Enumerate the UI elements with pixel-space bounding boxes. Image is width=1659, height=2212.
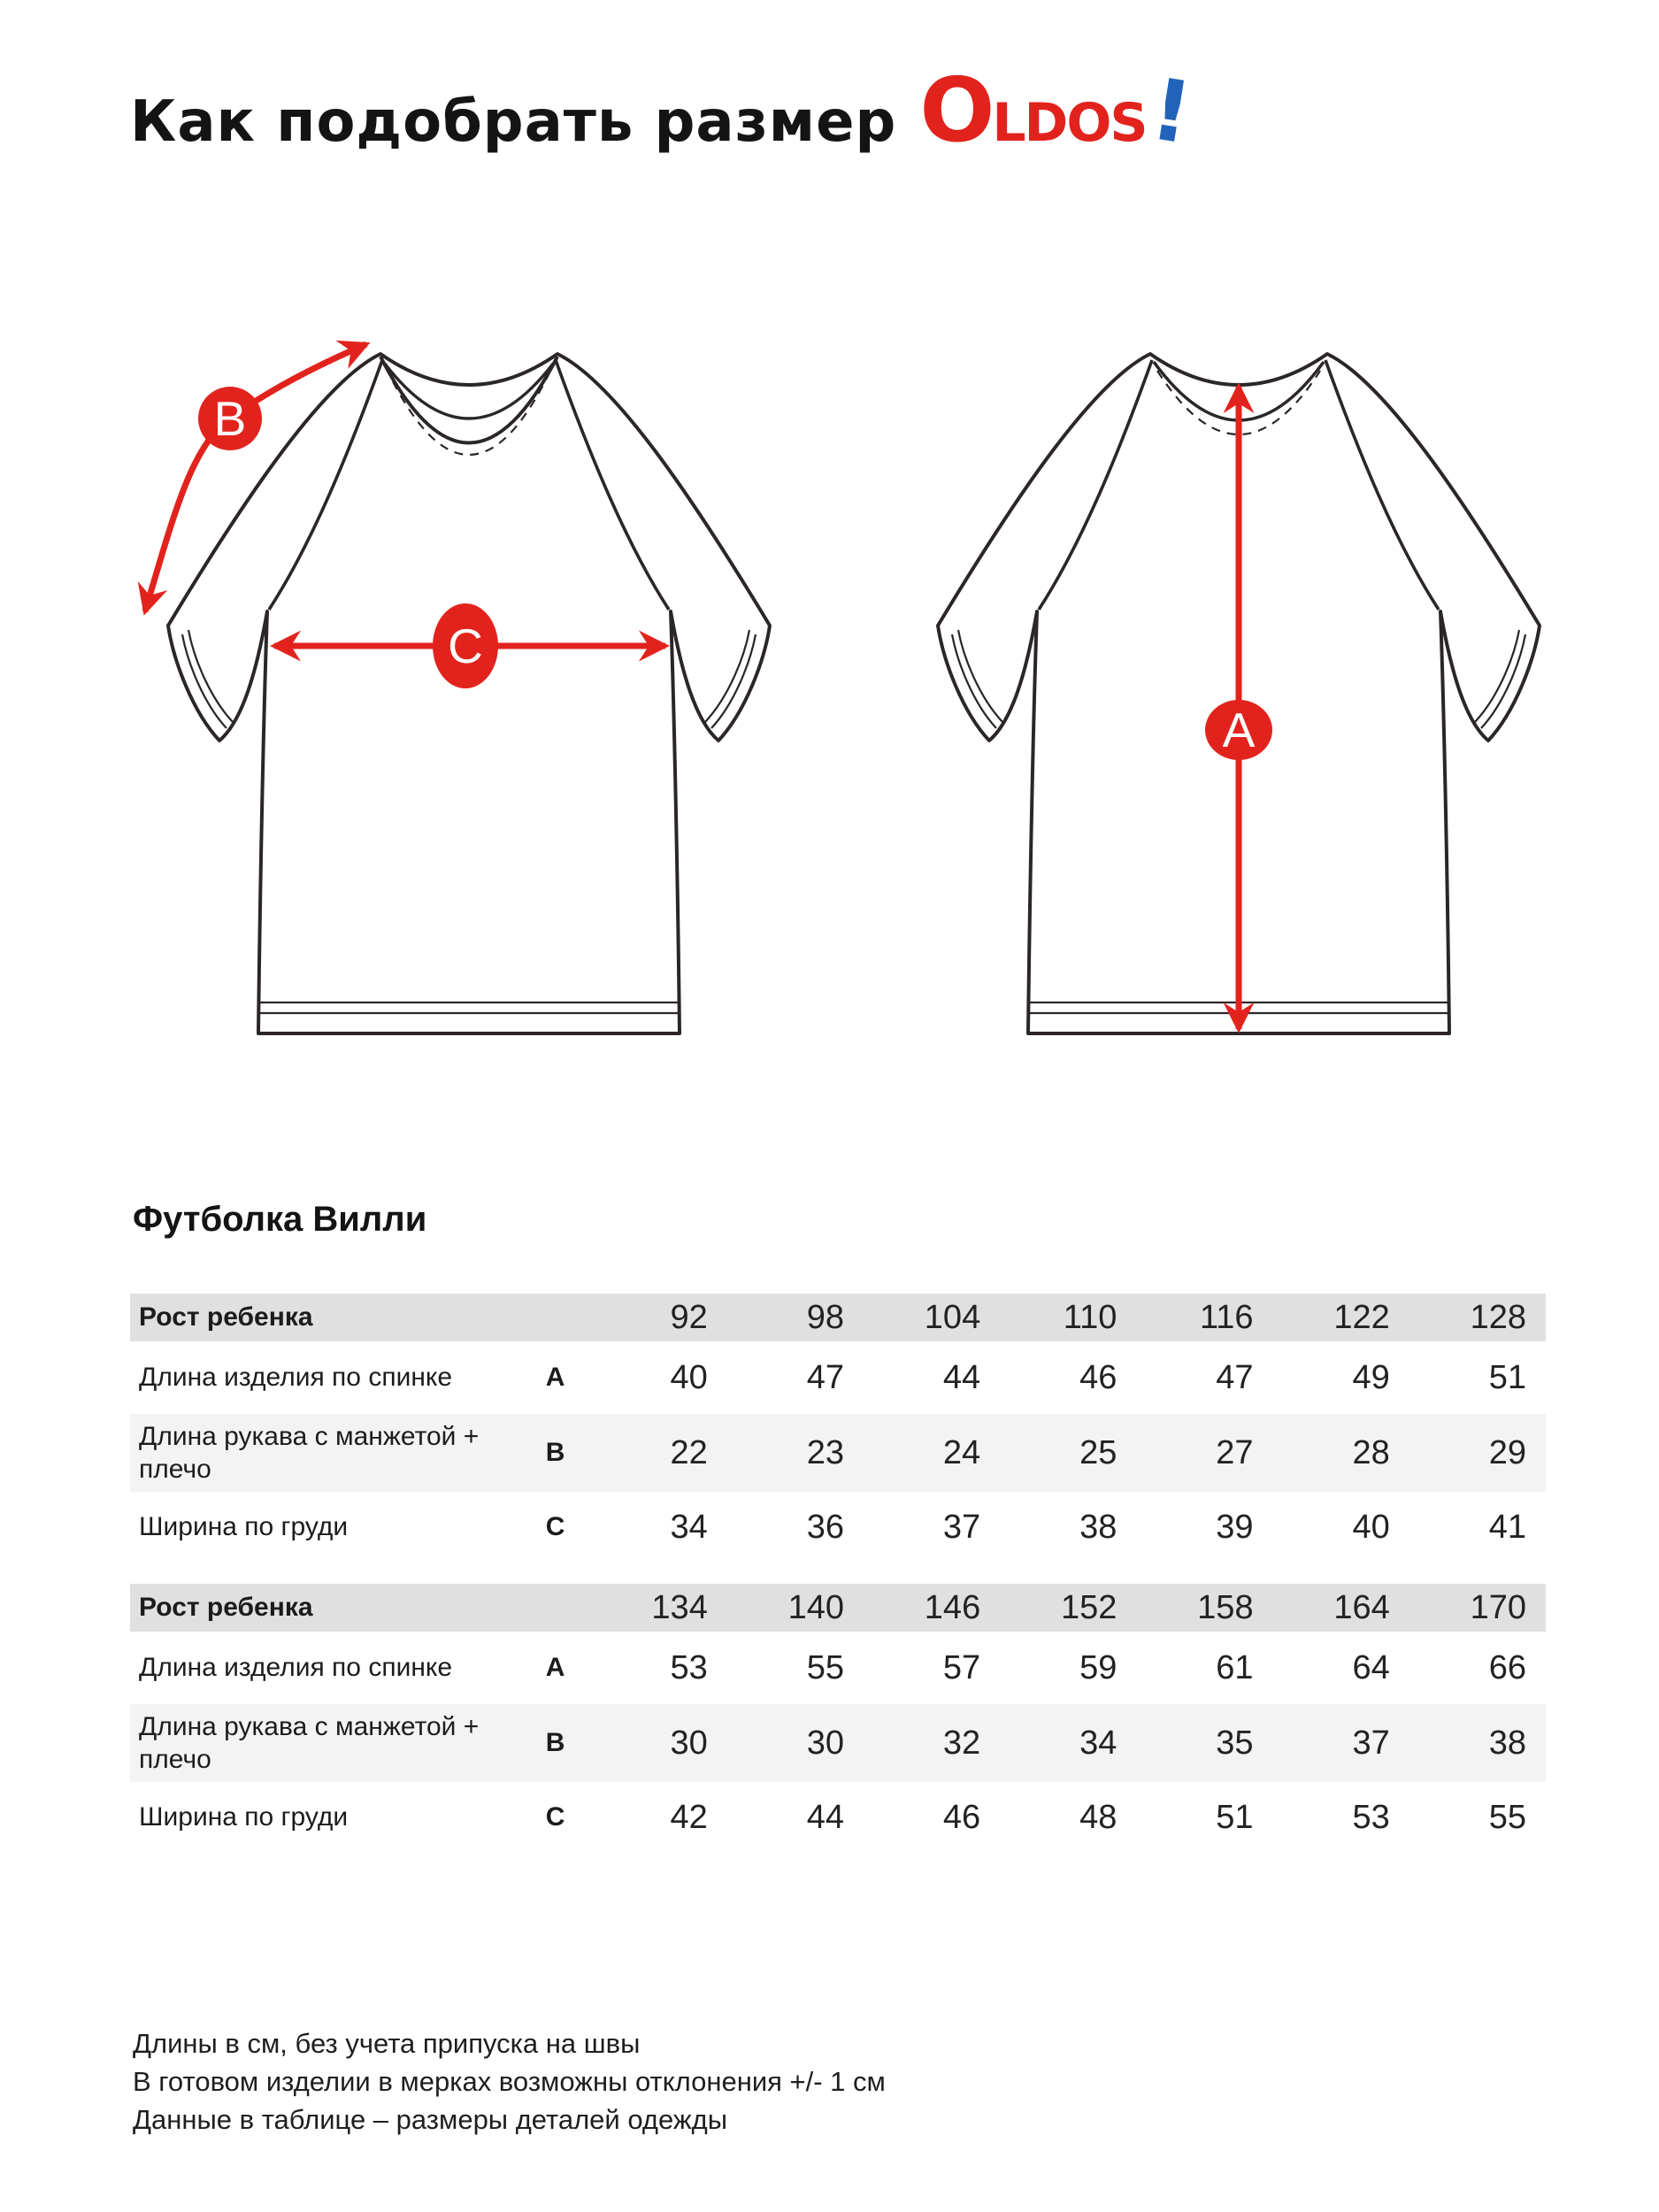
- value-cell: 30: [591, 1704, 727, 1782]
- value-cell: 36: [727, 1492, 864, 1563]
- height-cell: 104: [864, 1294, 1000, 1341]
- height-cell: 146: [864, 1584, 1000, 1632]
- height-cell: 110: [1000, 1294, 1136, 1341]
- height-cell: 164: [1273, 1584, 1409, 1632]
- row-label: Ширина по груди: [130, 1492, 520, 1563]
- value-cell: 23: [727, 1414, 864, 1492]
- value-cell: 29: [1409, 1414, 1546, 1492]
- measure-letter-b: B: [213, 391, 247, 446]
- row-label: Ширина по груди: [130, 1782, 520, 1853]
- value-cell: 25: [1000, 1414, 1136, 1492]
- table-row: [130, 1492, 1546, 1563]
- value-cell: 41: [1409, 1492, 1546, 1563]
- table-row: [130, 1341, 1546, 1414]
- row-letter: C: [520, 1492, 591, 1563]
- row-letter: C: [520, 1782, 591, 1853]
- value-cell: 53: [591, 1632, 727, 1704]
- footnote-line: Длины в см, без учета припуска на швы: [133, 2028, 641, 2059]
- value-cell: 37: [864, 1492, 1000, 1563]
- logo-letter-o: O: [919, 58, 993, 162]
- table-row: [130, 1414, 1546, 1492]
- value-cell: 39: [1136, 1492, 1272, 1563]
- value-cell: 64: [1273, 1632, 1409, 1704]
- value-cell: 55: [727, 1632, 864, 1704]
- logo-letters-ldos: LDOS: [992, 92, 1147, 154]
- value-cell: 47: [1136, 1341, 1272, 1414]
- value-cell: 44: [864, 1341, 1000, 1414]
- value-cell: 49: [1273, 1341, 1409, 1414]
- header-letter-spacer: [520, 1294, 591, 1341]
- value-cell: 42: [591, 1782, 727, 1853]
- value-cell: 55: [1409, 1782, 1546, 1853]
- value-cell: 27: [1136, 1414, 1272, 1492]
- value-cell: 51: [1136, 1782, 1272, 1853]
- size-table-block-2: [130, 1584, 1546, 1853]
- value-cell: 24: [864, 1414, 1000, 1492]
- value-cell: 34: [591, 1492, 727, 1563]
- size-table-block-1: [130, 1294, 1546, 1563]
- header-label: Рост ребенка: [130, 1584, 520, 1632]
- row-label: Длина рукава с манжетой + плечо: [130, 1704, 520, 1782]
- height-cell: 116: [1136, 1294, 1272, 1341]
- height-cell: 92: [591, 1294, 727, 1341]
- page-title: Как подобрать размер: [130, 89, 897, 155]
- height-cell: 140: [727, 1584, 864, 1632]
- footnote-line: В готовом изделии в мерках возможны отклонения +/- 1 см: [133, 2066, 886, 2097]
- header-letter-spacer: [520, 1584, 591, 1632]
- oldos-logo: [919, 58, 1198, 164]
- value-cell: 59: [1000, 1632, 1136, 1704]
- measure-letter-c: C: [448, 618, 483, 673]
- value-cell: 57: [864, 1632, 1000, 1704]
- row-letter: A: [520, 1341, 591, 1414]
- value-cell: 38: [1409, 1704, 1546, 1782]
- value-cell: 66: [1409, 1632, 1546, 1704]
- height-cell: 170: [1409, 1584, 1546, 1632]
- height-cell: 98: [727, 1294, 864, 1341]
- row-label: Длина изделия по спинке: [130, 1632, 520, 1704]
- shirt-front-outline: [168, 354, 770, 1033]
- height-cell: 152: [1000, 1584, 1136, 1632]
- row-label: Длина изделия по спинке: [130, 1341, 520, 1414]
- logo-exclamation: !: [1144, 59, 1198, 164]
- table-header-row: [130, 1584, 1546, 1632]
- row-letter: B: [520, 1704, 591, 1782]
- value-cell: 51: [1409, 1341, 1546, 1414]
- table-row: [130, 1782, 1546, 1853]
- value-cell: 40: [1273, 1492, 1409, 1563]
- value-cell: 37: [1273, 1704, 1409, 1782]
- footnote-line: Данные в таблице – размеры деталей одежды: [133, 2104, 727, 2135]
- tshirt-front-diagram: [136, 330, 803, 1062]
- product-name: Футболка Вилли: [133, 1200, 427, 1239]
- value-cell: 61: [1136, 1632, 1272, 1704]
- value-cell: 30: [727, 1704, 864, 1782]
- row-letter: B: [520, 1414, 591, 1492]
- tshirt-back-diagram: [906, 330, 1573, 1062]
- height-cell: 122: [1273, 1294, 1409, 1341]
- height-cell: 158: [1136, 1584, 1272, 1632]
- value-cell: 34: [1000, 1704, 1136, 1782]
- height-cell: 128: [1409, 1294, 1546, 1341]
- value-cell: 38: [1000, 1492, 1136, 1563]
- value-cell: 32: [864, 1704, 1000, 1782]
- table-header-row: [130, 1294, 1546, 1341]
- page-header: [130, 58, 1198, 164]
- measure-letter-a: A: [1222, 703, 1256, 757]
- row-letter: A: [520, 1632, 591, 1704]
- value-cell: 53: [1273, 1782, 1409, 1853]
- value-cell: 35: [1136, 1704, 1272, 1782]
- value-cell: 48: [1000, 1782, 1136, 1853]
- height-cell: 134: [591, 1584, 727, 1632]
- value-cell: 40: [591, 1341, 727, 1414]
- header-label: Рост ребенка: [130, 1294, 520, 1341]
- table-row: [130, 1704, 1546, 1782]
- footnotes: [133, 2024, 886, 2139]
- value-cell: 44: [727, 1782, 864, 1853]
- value-cell: 47: [727, 1341, 864, 1414]
- row-label: Длина рукава с манжетой + плечо: [130, 1414, 520, 1492]
- value-cell: 46: [864, 1782, 1000, 1853]
- value-cell: 22: [591, 1414, 727, 1492]
- value-cell: 46: [1000, 1341, 1136, 1414]
- value-cell: 28: [1273, 1414, 1409, 1492]
- table-row: [130, 1632, 1546, 1704]
